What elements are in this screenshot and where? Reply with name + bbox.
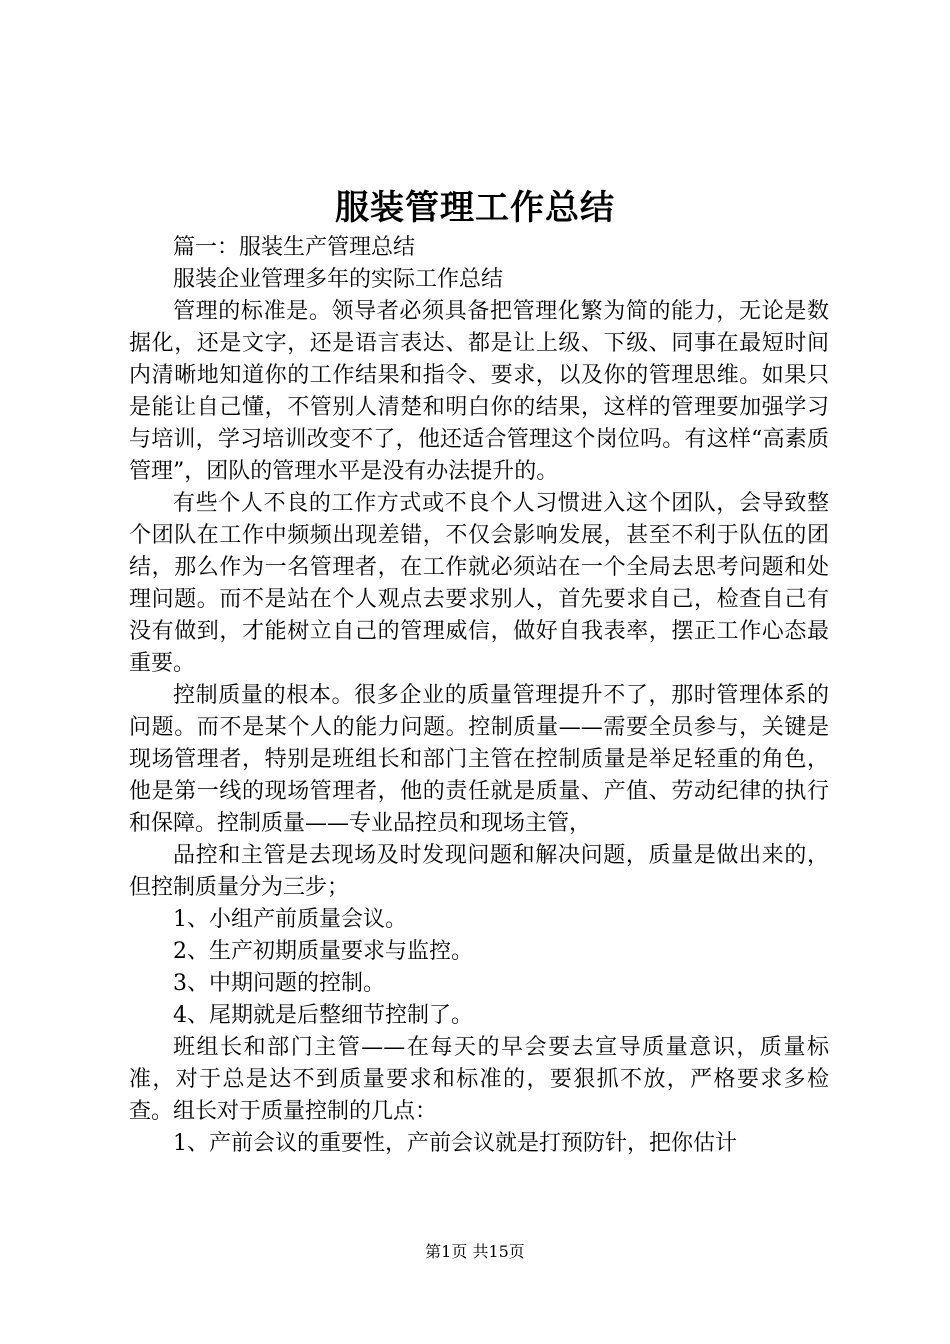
- body-paragraph: 品控和主管是去现场及时发现问题和解决问题，质量是做出来的，但控制质量分为三步；: [129, 843, 829, 900]
- section-heading: 篇一：服装生产管理总结: [173, 235, 416, 260]
- body-paragraph: 有些个人不良的工作方式或不良个人习惯进入这个团队，会导致整个团队在工作中频频出现差错，不仅会影响发展，甚至不利于队伍的团结，那么作为一名管理者，在工作就必须站在一个全局去思考问题和处理问题。而不是站在个人观点去要求别人，首先要求自己，检查自己有没有做到，才能树立自己的管理威信，做好自我表率，摆正工作心态最重要。: [129, 491, 829, 676]
- subheading: 服装企业管理多年的实际工作总结: [173, 267, 504, 292]
- document-body: [129, 232, 829, 1160]
- list-item: 1、小组产前质量会议。: [173, 907, 407, 932]
- body-paragraph: 控制质量的根本。很多企业的质量管理提升不了，那时管理体系的问题。而不是某个人的能力问题。控制质量——需要全员参与，关键是现场管理者，特别是班组长和部门主管在控制质量是举足轻重的角色，他是第一线的现场管理者，他的责任就是质量、产值、劳动纪律的执行和保障。控制质量——专业品控员和现场主管，: [129, 683, 829, 836]
- document-title: 服装管理工作总结: [335, 188, 615, 228]
- body-paragraph: 班组长和部门主管——在每天的早会要去宣导质量意识，质量标准，对于总是达不到质量要求和标准的，要狠抓不放，严格要求多检查。组长对于质量控制的几点：: [129, 1035, 829, 1124]
- list-item: 2、生产初期质量要求与监控。: [173, 939, 473, 964]
- body-paragraph: 管理的标准是。领导者必须具备把管理化繁为简的能力，无论是数据化，还是文字，还是语言表达、都是让上级、下级、同事在最短时间内清晰地知道你的工作结果和指令、要求，以及你的管理思维。如果只是能让自己懂，不管别人清楚和明白你的结果，这样的管理要加强学习与培训，学习培训改变不了，他还适合管理这个岗位吗。有这样“高素质管理”，团队的管理水平是没有办法提升的。: [129, 299, 829, 484]
- list-item: 4、尾期就是后整细节控制了。: [173, 1003, 473, 1028]
- list-item: 3、中期问题的控制。: [173, 971, 385, 996]
- list-item: 1、产前会议的重要性，产前会议就是打预防针，把你估计: [173, 1131, 737, 1156]
- page-number: 第1页 共15页: [425, 1242, 525, 1261]
